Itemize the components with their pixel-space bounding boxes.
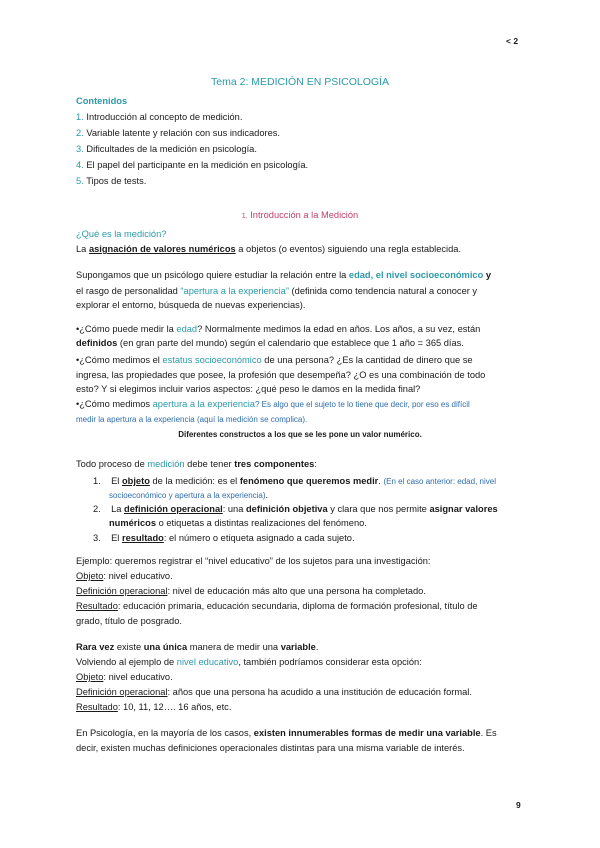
text: tres componentes [234, 459, 315, 469]
example-intro [76, 656, 422, 669]
label-definicion: Definición operacional [76, 687, 168, 697]
list-item [76, 175, 146, 188]
section-title: Introducción a la Medición [250, 210, 359, 220]
text: La [111, 504, 122, 514]
para-line [76, 323, 480, 336]
para-line [76, 398, 470, 411]
component-key: definición operacional [124, 504, 223, 514]
text: : una [222, 504, 244, 514]
example-line [76, 600, 478, 613]
highlight-apertura: “apertura a la experiencia” [180, 286, 289, 296]
text: El [111, 533, 120, 543]
list-item-num: 5. [76, 176, 84, 186]
list-item-text: Introducción al concepto de medición. [86, 112, 243, 122]
text: de la medición: es el [152, 476, 238, 486]
text: el rasgo de personalidad [76, 286, 178, 296]
text: Supongamos que un psicólogo quiere estudiar la relación entre la [76, 270, 347, 280]
example-line [76, 585, 426, 598]
list-item-num: 2. [76, 128, 84, 138]
text: asignar valores [429, 504, 498, 514]
text: Todo proceso de [76, 459, 145, 469]
text: •¿Cómo medimos el [76, 355, 160, 365]
note-text: ? Es algo que el sujeto te lo tiene que decir, por eso es difícil [254, 400, 470, 409]
text: : años que una persona ha acudido a una institución de educación formal. [167, 687, 472, 697]
text: manera de medir una [189, 642, 279, 652]
example-line [76, 701, 231, 714]
text: : [314, 459, 317, 469]
text: y [485, 270, 492, 280]
list-item-num: 3. [93, 533, 101, 543]
example-line [76, 570, 173, 583]
text: : nivel educativo. [103, 672, 173, 682]
list-item [93, 503, 498, 516]
definition [76, 243, 461, 256]
page-nav-back[interactable]: < 2 [506, 36, 519, 46]
list-item-text: Dificultades de la medición en psicología. [86, 144, 257, 154]
text: una única [143, 642, 188, 652]
list-item [76, 111, 242, 124]
list-item [93, 532, 355, 545]
list-item-num: 1. [76, 112, 84, 122]
example-line [76, 671, 173, 684]
para-line [76, 269, 491, 282]
para-line [76, 727, 497, 740]
list-item-num: 4. [76, 160, 84, 170]
list-item [93, 475, 496, 488]
highlight-apertura: apertura a la experiencia [152, 399, 255, 409]
text: : nivel educativo. [103, 571, 173, 581]
definition-key: asignación de valores numéricos [88, 244, 236, 254]
list-item [76, 127, 280, 140]
para-line [76, 354, 473, 367]
text: de una persona? ¿Es la cantidad de dinero que se [264, 355, 473, 365]
text: , también podríamos considerar esta opción: [238, 657, 422, 667]
page-number: 9 [516, 800, 521, 810]
list-item-cont [109, 489, 268, 502]
list-item [76, 143, 257, 156]
text: . [315, 642, 319, 652]
para-line: ingresa, las propiedades que posee, la profesión que desempeña? ¿O es una combinación de todo [76, 370, 486, 380]
section-heading [0, 210, 600, 220]
para-line: decir, existen muchas definiciones operacionales distintas para una misma variable de interés. [76, 743, 465, 753]
highlight-nivel: el nivel socioeconómico [375, 270, 484, 280]
text: Rara vez [76, 642, 115, 652]
para-line [76, 337, 464, 350]
section-number: 1. [241, 213, 248, 220]
text: ? Normalmente medimos la edad en años. Los años, a su vez, están [197, 324, 481, 334]
list-item-text: Tipos de tests. [86, 176, 147, 186]
text: numéricos [109, 518, 157, 528]
text: Volviendo al ejemplo de [76, 657, 175, 667]
text: existen innumerables formas de medir una variable [253, 728, 481, 738]
highlight-estatus: estatus socioeconómico [162, 355, 262, 365]
list-item-num: 3. [76, 144, 84, 154]
components-intro [76, 458, 317, 471]
label-resultado: Resultado [76, 601, 118, 611]
example-line: grado, título de posgrado. [76, 616, 182, 626]
highlight-nivel: nivel educativo [176, 657, 239, 667]
text: y clara que nos permite [330, 504, 427, 514]
page-title: Tema 2: MEDICIÓN EN PSICOLOGÍA [211, 76, 389, 88]
para-line: explorar el entorno, búsqueda de nuevas experiencias). [76, 300, 306, 310]
list-item-num: 2. [93, 504, 101, 514]
text: : el número o etiqueta asignado a cada sujeto. [163, 533, 355, 543]
para-line: esto? Y si elegimos incluir varios aspectos: ¿qué peso le damos en la medida final? [76, 384, 421, 394]
example-intro: Ejemplo: queremos registrar el “nivel educativo” de los sujetos para una investigación: [76, 556, 431, 566]
label-definicion: Definición operacional [76, 586, 168, 596]
component-key: resultado [121, 533, 164, 543]
text: fenómeno que queremos medir [239, 476, 379, 486]
text: . [265, 490, 269, 500]
contents-heading: Contenidos [76, 96, 128, 106]
question-heading: ¿Qué es la medición? [76, 229, 167, 239]
component-key: objeto [121, 476, 150, 486]
text: definidos [76, 338, 118, 348]
list-item-cont [109, 517, 367, 530]
definition-post: a objetos (o eventos) siguiendo una regla establecida. [238, 244, 462, 254]
text: . [378, 476, 381, 486]
text: . Es [480, 728, 497, 738]
note-text: (En el caso anterior: edad, nivel [383, 477, 496, 486]
note-text: medir la apertura a la experiencia (aquí la medición se complica). [76, 415, 308, 424]
label-resultado: Resultado [76, 702, 118, 712]
para-line [76, 285, 477, 298]
highlight-medicion: medición [147, 459, 185, 469]
label-objeto: Objeto [76, 571, 104, 581]
center-note: Diferentes constructos a los que se les pone un valor numérico. [178, 430, 422, 439]
text: existe [116, 642, 142, 652]
text: , [370, 270, 374, 280]
label-objeto: Objeto [76, 672, 104, 682]
text: (definida como tendencia natural a conocer y [291, 286, 478, 296]
text: : educación primaria, educación secundaria, diploma de formación profesional, título de [117, 601, 478, 611]
text: variable [280, 642, 316, 652]
text: : 10, 11, 12…. 16 años, etc. [117, 702, 232, 712]
text: (en gran parte del mundo) según el calendario que establece que 1 año = 365 días. [119, 338, 464, 348]
text: debe tener [187, 459, 232, 469]
text: El [111, 476, 120, 486]
text: •¿Cómo puede medir la [76, 324, 174, 334]
highlight-edad: edad [176, 324, 198, 334]
rara-vez-line [76, 641, 318, 654]
text: definición objetiva [246, 504, 328, 514]
text: : nivel de educación más alto que una persona ha completado. [167, 586, 426, 596]
text: En Psicología, en la mayoría de los casos, [76, 728, 252, 738]
highlight-edad: edad [348, 270, 371, 280]
definition-pre: La [76, 244, 87, 254]
text: o etiquetas a distintas realizaciones del fenómeno. [158, 518, 367, 528]
list-item-text: El papel del participante en la medición en psicología. [86, 160, 309, 170]
list-item-text: Variable latente y relación con sus indicadores. [86, 128, 280, 138]
list-item-num: 1. [93, 476, 101, 486]
note-text: socioeconómico y apertura a la experiencia) [109, 491, 266, 500]
text: •¿Cómo medimos [76, 399, 151, 409]
example-line [76, 686, 472, 699]
list-item [76, 159, 308, 172]
